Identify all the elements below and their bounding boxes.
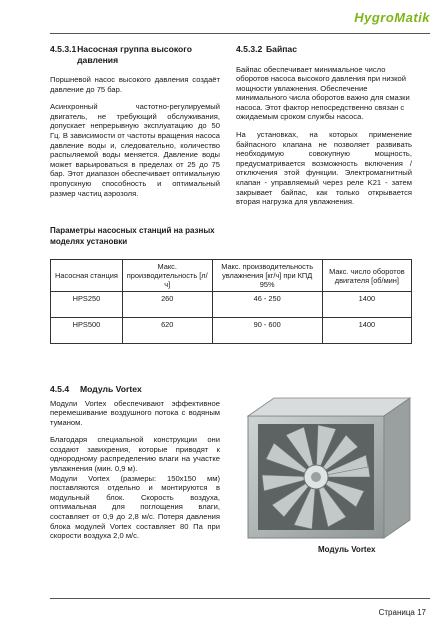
paragraph: Модули Vortex (размеры: 150x150 мм) поставляются отдельно и монтируются в модульный блок. Скорость воздуха, оптимальная для поглощения влаги, составляет от 0,9 до 2,8 м/с. Потеря давления блока модулей Vortex составляет 80 Па при скорости воздуха 2,0 м/с.	[50, 473, 220, 541]
paragraph: На установках, на которых применение байпасного клапана не позволяет развивать необходимую совокупную мощность, предусматривается возможность включения / отключения этой функции. Электромагнитный клапан - управляемый через реле K21 - затем закрывает байпас, как только открывается вторая нагрузка для увлажнения.	[236, 130, 412, 207]
column-header: Макс. число оборотов двигателя [об/мин]	[322, 260, 411, 292]
section-4531	[50, 44, 220, 206]
footer-rule	[50, 598, 430, 599]
section-heading: 4.5.4 Модуль Vortex	[50, 384, 142, 394]
hygromatik-logo: HygroMatik	[354, 10, 430, 25]
section-heading: 4.5.3.2 Байпас	[236, 44, 297, 54]
header-rule	[50, 33, 430, 34]
table-row: HPS250 260 46 - 250 1400	[51, 292, 412, 318]
section-4532	[236, 44, 412, 215]
table-caption: Параметры насосных станций на разных моделях установки	[50, 226, 215, 246]
table-row: HPS500 620 90 - 600 1400	[51, 318, 412, 344]
page-number: Страница 17	[378, 608, 426, 617]
page-header	[0, 0, 446, 32]
paragraph: Благодаря специальной конструкции они создают завихрения, которые приводят к однородному распределению влаги на участке увлажнения (мин. 0,9 м).	[50, 435, 220, 474]
section-454	[50, 384, 220, 549]
paragraph: Модули Vortex обеспечивают эффективное перемешивание воздушного потока с водяным туманом.	[50, 398, 220, 427]
paragraph: Байпас обеспечивает минимальное число оборотов насоса высокого давления при низкой мощности увлажнения. Обеспечение минимального числа оборотов важно для смазки насоса. Этот фактор непосредственно связан с ожидаемым сроком службы насоса.	[236, 64, 410, 122]
column-header: Насосная станция	[51, 260, 123, 292]
column-header: Макс. производительность увлажнения [кг/ч] при КПД 95%	[212, 260, 322, 292]
paragraph: Асинхронный частотно-регулируемый двигатель, не требующий обслуживания, допускает непрерывную эксплуатацию до 50 Гц. В зависимости от частоты вращения насоса давление воды и, следовательно, количество распыляемой воды меняется. Давление воды может варьироваться в пределах от 25 до 75 бар. Этот диапазон обеспечивает оптимальную пропускную способность и оптимальный размер частиц аэрозоля.	[50, 102, 220, 198]
section-heading: 4.5.3.1 Насосная группа высокого давления	[50, 44, 192, 65]
image-caption: Модуль Vortex	[318, 545, 376, 554]
pump-table	[50, 259, 412, 344]
paragraph: Поршневой насос высокого давления создаёт давление до 75 бар.	[50, 75, 220, 94]
vortex-module-image	[234, 390, 414, 540]
column-header: Макс. производительность [л/ч]	[122, 260, 212, 292]
table-header-row	[51, 260, 412, 292]
